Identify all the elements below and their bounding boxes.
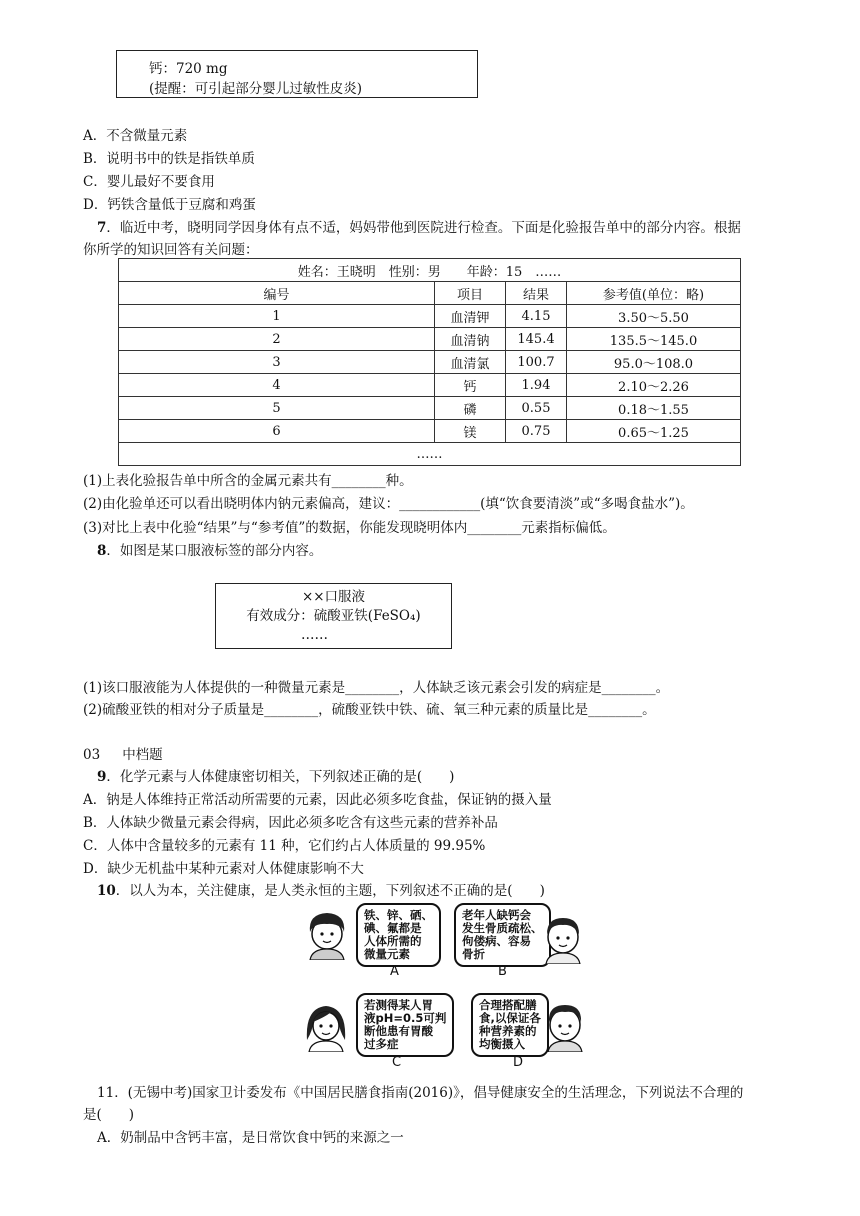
cell: 血清氯 xyxy=(435,351,506,374)
q10-stem: 10．以人为本，关注健康，是人类永恒的主题，下列叙述不正确的是( ) xyxy=(97,883,545,899)
bubble-b: 老年人缺钙会 发生骨质疏松、 佝偻病、容易 骨折 xyxy=(454,903,551,967)
caption-c: C xyxy=(392,1055,402,1070)
q7-sub3: (3)对比上表中化验“结果”与“参考值”的数据，你能发现晓明体内________元素指标偏低。 xyxy=(83,520,616,536)
cell: 145.4 xyxy=(506,328,567,351)
cell: 血清钠 xyxy=(435,328,506,351)
cell: 钙 xyxy=(435,374,506,397)
reminder-line: (提醒：可引起部分婴儿过敏性皮炎) xyxy=(149,81,363,97)
table-row xyxy=(119,420,741,443)
q11-option-a: A．奶制品中含钙丰富，是日常饮食中钙的来源之一 xyxy=(97,1130,404,1146)
label-title: ××口服液 xyxy=(301,589,366,605)
table-row xyxy=(119,374,741,397)
col-reference: 参考值(单位：略) xyxy=(567,282,741,305)
cell: 镁 xyxy=(435,420,506,443)
q8-number: 8 xyxy=(97,543,107,559)
col-id: 编号 xyxy=(119,282,435,305)
supplement-label-box xyxy=(116,50,478,98)
q9-option-a: A．钠是人体维持正常活动所需要的元素，因此必须多吃食盐，保证钠的摄入量 xyxy=(83,792,552,808)
q6-option-c: C．婴儿最好不要食用 xyxy=(83,174,215,190)
cell: 血清钾 xyxy=(435,305,506,328)
table-row xyxy=(119,305,741,328)
caption-a: A xyxy=(390,964,399,979)
q7-sub1: (1)上表化验报告单中所含的金属元素共有________种。 xyxy=(83,473,413,489)
table-row xyxy=(119,397,741,420)
label-more: …… xyxy=(301,627,328,643)
boy-a-illustration xyxy=(302,908,352,960)
oral-liquid-label xyxy=(215,583,452,649)
q9-option-d: D．缺少无机盐中某种元素对人体健康影响不大 xyxy=(83,861,364,877)
cell: 4 xyxy=(119,374,435,397)
cell: 1.94 xyxy=(506,374,567,397)
calcium-line: 钙：720 mg xyxy=(149,61,228,77)
cell: 3 xyxy=(119,351,435,374)
boy-d-illustration xyxy=(540,1000,590,1052)
caption-d: D xyxy=(513,1055,524,1070)
q11-stem-line1: 11．(无锡中考)国家卫计委发布《中国居民膳食指南(2016)》，倡导健康安全的生活理念，下列说法不合理的 xyxy=(97,1085,744,1101)
cell: 0.55 xyxy=(506,397,567,420)
bubble-a: 铁、锌、硒、 碘、氟都是 人体所需的 微量元素 xyxy=(356,903,441,967)
bubble-d: 合理搭配膳 食,以保证各 种营养素的 均衡摄入 xyxy=(471,993,549,1057)
table-row xyxy=(119,351,741,374)
boy-b-illustration xyxy=(538,912,588,964)
q8-sub2: (2)硫酸亚铁的相对分子质量是________，硫酸亚铁中铁、硫、氧三种元素的质量比是________。 xyxy=(83,702,656,718)
cell: 0.75 xyxy=(506,420,567,443)
cell: 6 xyxy=(119,420,435,443)
table-row xyxy=(119,328,741,351)
q10-number: 10 xyxy=(97,883,116,899)
caption-b: B xyxy=(498,964,507,979)
cell: 100.7 xyxy=(506,351,567,374)
cell: 135.5～145.0 xyxy=(567,328,741,351)
q9-stem: 9．化学元素与人体健康密切相关，下列叙述正确的是( ) xyxy=(97,769,455,785)
q9-option-c: C．人体中含量较多的元素有 11 种，它们约占人体质量的 99.95% xyxy=(83,838,486,854)
table-header-row xyxy=(119,282,741,305)
section-header xyxy=(83,743,163,763)
q7-stem-line2: 你所学的知识回答有关问题： xyxy=(83,242,259,258)
q11-number: 11 xyxy=(97,1085,115,1101)
cell: 3.50～5.50 xyxy=(567,305,741,328)
q6-option-a: A．不含微量元素 xyxy=(83,128,188,144)
section-title: 中档题 xyxy=(122,747,163,763)
q9-number: 9 xyxy=(97,769,107,785)
cell: 2 xyxy=(119,328,435,351)
section-number: 03 xyxy=(83,747,101,763)
girl-c-illustration xyxy=(301,1000,351,1052)
cell: 5 xyxy=(119,397,435,420)
q9-option-b: B．人体缺少微量元素会得病，因此必须多吃含有这些元素的营养补品 xyxy=(83,815,498,831)
q7-number: 7 xyxy=(97,220,107,236)
cell: 0.18～1.55 xyxy=(567,397,741,420)
cell: 磷 xyxy=(435,397,506,420)
q6-option-d: D．钙铁含量低于豆腐和鸡蛋 xyxy=(83,197,256,213)
lab-report-table xyxy=(118,258,741,466)
q8-sub1: (1)该口服液能为人体提供的一种微量元素是________，人体缺乏该元素会引发的病症是________。 xyxy=(83,680,670,696)
cell: 2.10～2.26 xyxy=(567,374,741,397)
report-patient-header: 姓名：王晓明 性别：男 年龄：15 …… xyxy=(119,259,741,282)
q6-option-b: B．说明书中的铁是指铁单质 xyxy=(83,151,255,167)
q8-stem: 8．如图是某口服液标签的部分内容。 xyxy=(97,543,323,559)
label-content: 有效成分：硫酸亚铁(FeSO₄) xyxy=(246,608,421,624)
cell: 1 xyxy=(119,305,435,328)
col-result: 结果 xyxy=(506,282,567,305)
cell: 4.15 xyxy=(506,305,567,328)
cell: 95.0～108.0 xyxy=(567,351,741,374)
table-footer-ellipsis: …… xyxy=(119,443,741,466)
q11-stem-line2: 是( ) xyxy=(83,1107,135,1123)
bubble-c: 若测得某人胃 液pH=0.5可判 断他患有胃酸 过多症 xyxy=(356,993,454,1057)
col-item: 项目 xyxy=(435,282,506,305)
q7-stem-line1: 7．临近中考，晓明同学因身体有点不适，妈妈带他到医院进行检查。下面是化验报告单中的部分内容。根据 xyxy=(97,220,741,236)
q7-sub2: (2)由化验单还可以看出晓明体内钠元素偏高，建议：____________(填“饮食要清淡”或“多喝食盐水”)。 xyxy=(83,496,694,512)
cell: 0.65～1.25 xyxy=(567,420,741,443)
